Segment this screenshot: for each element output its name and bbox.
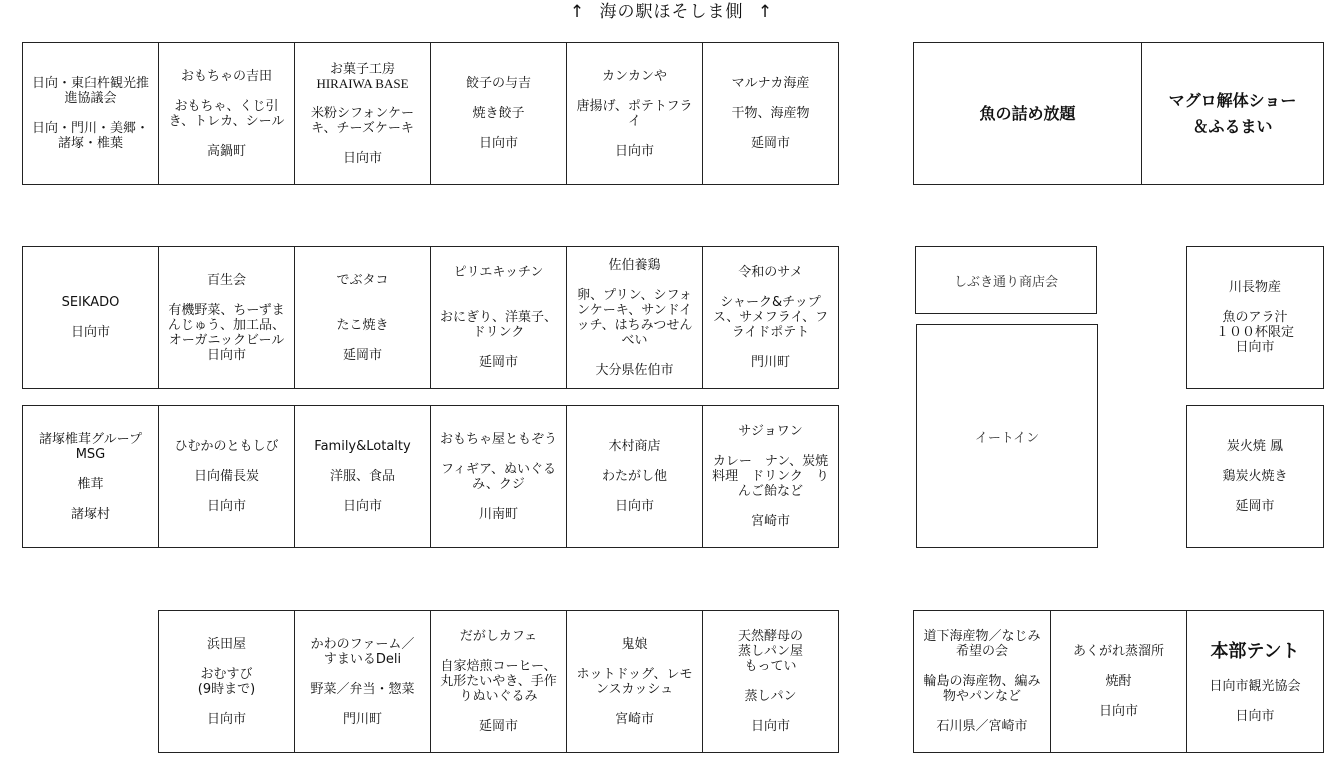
- booth-cell: [703, 43, 839, 185]
- page-header: [0, 0, 1343, 26]
- booth-name: カンカンや: [601, 68, 667, 84]
- booth-cell: [23, 406, 159, 548]
- booth-cell: [431, 611, 567, 753]
- booth-place: 延岡市: [1235, 499, 1275, 514]
- arrow-up-icon: ↑: [569, 2, 586, 22]
- booth-name: かわのファーム／ すまいるDeli: [310, 636, 415, 667]
- booth-goods: おもちゃ、くじ引き、トレカ、シール: [168, 98, 285, 129]
- booth-place: 日向市: [206, 711, 246, 727]
- booth-name: おもちゃの吉田: [180, 68, 272, 84]
- booth-place: 日向市: [342, 499, 382, 514]
- booth-place: 延岡市: [342, 347, 382, 363]
- booth-cell: [431, 406, 567, 548]
- booth-place: 延岡市: [478, 719, 518, 734]
- booth-row-3: [22, 405, 839, 548]
- booth-place: 延岡市: [478, 355, 518, 370]
- header-title: 海の駅ほそしま側: [599, 2, 744, 22]
- booth-goods: 椎茸: [77, 476, 104, 492]
- event-area-top: [913, 42, 1324, 185]
- booth-row-2: [22, 246, 839, 389]
- eat-in-area: [916, 324, 1098, 548]
- booth-row-bottom-right: [913, 610, 1324, 753]
- booth-place: 日向市: [206, 499, 246, 514]
- booth-name: でぶタコ: [336, 272, 389, 288]
- booth-place: 日向市: [1098, 704, 1138, 719]
- booth-goods: 洋服、食品: [329, 469, 395, 484]
- booth-goods: カレー ナン、炭焼料理 ドリンク りんご飴など: [712, 454, 829, 499]
- booth-place: 日向市: [750, 719, 790, 734]
- booth-name: 鬼娘: [621, 636, 648, 652]
- booth-place: 日向・門川・美郷・諸塚・椎葉: [31, 121, 149, 151]
- booth-goods: フィギア、ぬいぐるみ、クジ: [441, 461, 556, 492]
- booth-goods: 日向備長炭: [193, 469, 259, 484]
- booth-cell: [567, 247, 703, 389]
- booth-goods: 米粉シフォンケーキ、チーズケーキ: [310, 106, 415, 136]
- shibuki-label: しぶき通り商店会: [953, 274, 1058, 290]
- booth-goods: たこ焼き: [336, 317, 389, 333]
- booth-name: 餃子の与吉: [465, 76, 531, 91]
- booth-place: 日向市: [614, 499, 654, 514]
- booth-goods: 蒸しパン: [744, 689, 797, 704]
- booth-place: 日向市: [342, 151, 382, 166]
- booth-goods: 野菜／弁当・惣菜: [310, 681, 415, 697]
- tuna-show-booth: [1142, 43, 1324, 185]
- booth-row-1: [22, 42, 839, 185]
- booth-goods: 鶏炭火焼き: [1222, 469, 1288, 484]
- booth-row-4: [158, 610, 839, 753]
- booth-goods: 干物、海産物: [731, 106, 810, 121]
- booth-name: 佐伯養鶏: [608, 257, 661, 273]
- booth-cell: [1051, 611, 1187, 753]
- booth-cell: [914, 611, 1051, 753]
- booth-goods: 自家焙煎コーヒー、丸形たいやき、手作りぬいぐるみ: [440, 659, 557, 704]
- booth-goods: 焼酎: [1105, 674, 1132, 689]
- booth-goods: シャーク&チップス、サメフライ、フライドポテト: [712, 295, 829, 340]
- fish-bag-booth: [914, 43, 1142, 185]
- booth-name: だがしカフェ: [459, 629, 538, 644]
- booth-name: 令和のサメ: [738, 265, 803, 280]
- booth-goods: 有機野菜、ちーずまんじゅう、加工品、オーガニックビール: [167, 302, 285, 348]
- booth-cell: [23, 43, 159, 185]
- booth-name: 炭火焼 鳳: [1226, 439, 1284, 454]
- booth-goods: 魚のアラ汁 １００杯限定: [1215, 310, 1294, 340]
- booth-cell: [295, 406, 431, 548]
- booth-place: 日向市: [1235, 340, 1275, 355]
- booth-name: Family&Lotalty: [314, 439, 411, 454]
- booth-cell: [295, 611, 431, 753]
- eat-in-label: イートイン: [974, 430, 1040, 446]
- booth-name: 道下海産物／なじみ希望の会: [923, 629, 1041, 659]
- booth-cell: [1187, 406, 1324, 548]
- booth-name: ひむかのともしび: [174, 439, 279, 454]
- booth-place: 宮崎市: [614, 711, 654, 727]
- arrow-up-icon: ↑: [757, 2, 774, 22]
- booth-place: 高鍋町: [206, 143, 246, 159]
- booth-name: おもちゃ屋ともぞう: [439, 431, 557, 447]
- booth-cell: [703, 406, 839, 548]
- booth-goods: 焼き餃子: [472, 106, 525, 121]
- booth-place: 諸塚村: [70, 506, 110, 522]
- booth-goods: ホットドッグ、レモンスカッシュ: [576, 666, 693, 697]
- booth-place: 日向市: [206, 347, 246, 363]
- booth-name: 木村商店: [608, 439, 661, 454]
- booth-cell: [567, 43, 703, 185]
- booth-name: マルナカ海産: [731, 76, 810, 91]
- booth-place: 門川町: [342, 711, 382, 727]
- sumibi-booth: [1186, 405, 1324, 548]
- booth-name: 天然酵母の 蒸しパン屋 もってい: [737, 629, 803, 674]
- booth-cell: [295, 43, 431, 185]
- booth-place: 日向市: [70, 325, 110, 340]
- booth-goods: 輪島の海産物、編み物やパンなど: [923, 674, 1041, 704]
- booth-place: 延岡市: [750, 136, 790, 151]
- booth-name: 本部テント: [1210, 640, 1300, 662]
- booth-place: 川南町: [478, 506, 518, 522]
- booth-place: 門川町: [750, 355, 790, 370]
- booth-name: 川長物産: [1228, 280, 1281, 295]
- booth-goods: おむすび (9時まで): [197, 666, 256, 697]
- headquarters-tent: [1187, 611, 1324, 753]
- booth-cell: [567, 611, 703, 753]
- booth-goods: おにぎり、洋菓子、ドリンク: [439, 310, 557, 340]
- booth-cell: [567, 406, 703, 548]
- booth-goods: 唐揚げ、ポテトフライ: [576, 98, 693, 129]
- booth-place: 大分県佐伯市: [595, 362, 674, 378]
- booth-name: お菓子工房 HIRAIWA BASE: [316, 61, 409, 91]
- booth-goods: わたがし他: [601, 469, 667, 484]
- booth-cell: [431, 43, 567, 185]
- booth-cell: [1187, 247, 1324, 389]
- booth-name: 浜田屋: [206, 636, 246, 652]
- booth-place: 宮崎市: [750, 514, 790, 529]
- booth-name: 日向・東臼杵観光推進協議会: [31, 76, 149, 106]
- tuna-show-label: マグロ解体ショー ＆ふるまい: [1168, 90, 1297, 136]
- booth-cell: [703, 247, 839, 389]
- booth-cell: [159, 611, 295, 753]
- booth-name: サジョワン: [738, 424, 803, 439]
- booth-place: 日向市: [1235, 708, 1275, 724]
- booth-name: ピリエキッチン: [453, 265, 544, 280]
- booth-cell: [159, 247, 295, 389]
- booth-cell: [431, 247, 567, 389]
- fish-bag-label: 魚の詰め放題: [979, 103, 1076, 123]
- booth-cell: [703, 611, 839, 753]
- booth-goods: 卵、プリン、シフォンケーキ、サンドイッチ、はちみつせんべい: [576, 287, 693, 348]
- kawanaga-booth: [1186, 246, 1324, 389]
- booth-name: SEIKADO: [61, 295, 120, 310]
- booth-cell: [295, 247, 431, 389]
- booth-goods: 日向市観光協会: [1209, 678, 1301, 694]
- booth-name: あくがれ蒸溜所: [1072, 644, 1164, 659]
- booth-cell: [23, 247, 159, 389]
- booth-place: 石川県／宮崎市: [936, 719, 1028, 734]
- booth-place: 日向市: [478, 136, 518, 151]
- booth-name: 諸塚椎茸グループ MSG: [39, 431, 142, 462]
- booth-cell: [159, 43, 295, 185]
- booth-cell: [159, 406, 295, 548]
- booth-name: 百生会: [206, 272, 246, 288]
- shibuki-shopping-area: [915, 246, 1097, 314]
- booth-place: 日向市: [614, 143, 654, 159]
